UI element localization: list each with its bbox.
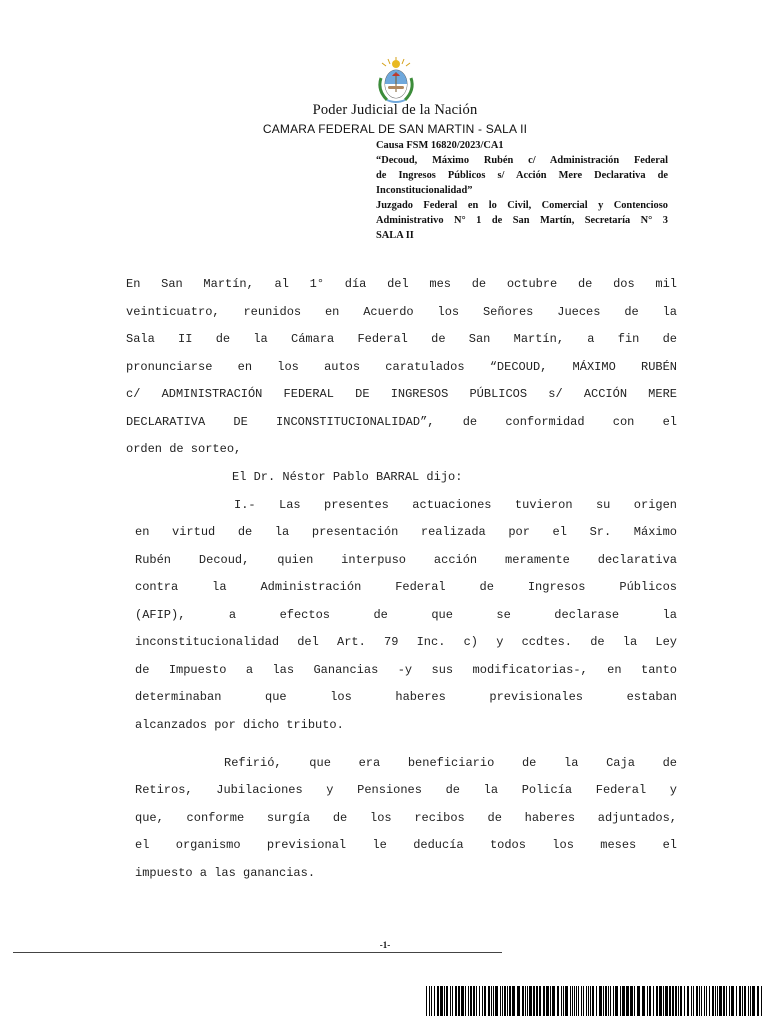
court-line: Juzgado Federal en lo Civil, Comercial y Contencioso [376,200,668,211]
text-line: contra la Administración Federal de Ingresos Públicos [135,580,677,594]
judge-heading: El Dr. Néstor Pablo BARRAL dijo: [232,470,463,484]
text-line: c/ ADMINISTRACIÓN FEDERAL DE INGRESOS PÚBLICOS s/ ACCIÓN MERE [126,387,677,401]
text-line: veinticuatro, reunidos en Acuerdo los Señores Jueces de la [126,305,677,319]
text-line: el organismo previsional le deducía todos los meses el [135,838,677,852]
court-name: Poder Judicial de la Nación [312,102,478,118]
text-line: En San Martín, al 1° día del mes de octubre de dos mil [126,277,677,291]
text-line: en virtud de la presentación realizada por el Sr. Máximo [135,525,677,539]
chamber-name: CAMARA FEDERAL DE SAN MARTIN - SALA II [262,122,528,136]
case-number: Causa FSM 16820/2023/CA1 [376,140,504,151]
case-title-line: de Ingresos Públicos s/ Acción Mere Declarativa de [376,170,668,181]
footer-divider [13,952,502,953]
text-line: (AFIP), a efectos de que se declarase la [135,608,677,622]
court-line: Administrativo N° 1 de San Martín, Secretaría N° 3 [376,215,668,226]
text-line: inconstitucionalidad del Art. 79 Inc. c) y ccdtes. de la Ley [135,635,677,649]
text-line: alcanzados por dicho tributo. [135,718,344,732]
argentina-coat-of-arms-icon [373,56,419,106]
barcode-icon [426,986,766,1016]
text-line: Rubén Decoud, quien interpuso acción meramente declarativa [135,553,677,567]
text-line: de Impuesto a las Ganancias -y sus modificatorias-, en tanto [135,663,677,677]
text-line: Refirió, que era beneficiario de la Caja de [224,756,677,770]
text-line: DECLARATIVA DE INCONSTITUCIONALIDAD”, de conformidad con el [126,415,677,429]
text-line: orden de sorteo, [126,442,242,456]
text-line: I.- Las presentes actuaciones tuvieron su origen [234,498,677,512]
text-line: Sala II de la Cámara Federal de San Martín, a fin de [126,332,677,346]
text-line: determinaban que los haberes previsionales estaban [135,690,677,704]
text-line: que, conforme surgía de los recibos de haberes adjuntados, [135,811,677,825]
case-title-line: Inconstitucionalidad” [376,185,473,196]
text-line: Retiros, Jubilaciones y Pensiones de la Policía Federal y [135,783,677,797]
sala-line: SALA II [376,230,414,241]
text-line: impuesto a las ganancias. [135,866,316,880]
case-title-line: “Decoud, Máximo Rubén c/ Administración Federal [376,155,668,166]
page-number: -1- [379,940,391,950]
case-caption [376,138,668,243]
text-line: pronunciarse en los autos caratulados “DECOUD, MÁXIMO RUBÉN [126,360,677,374]
